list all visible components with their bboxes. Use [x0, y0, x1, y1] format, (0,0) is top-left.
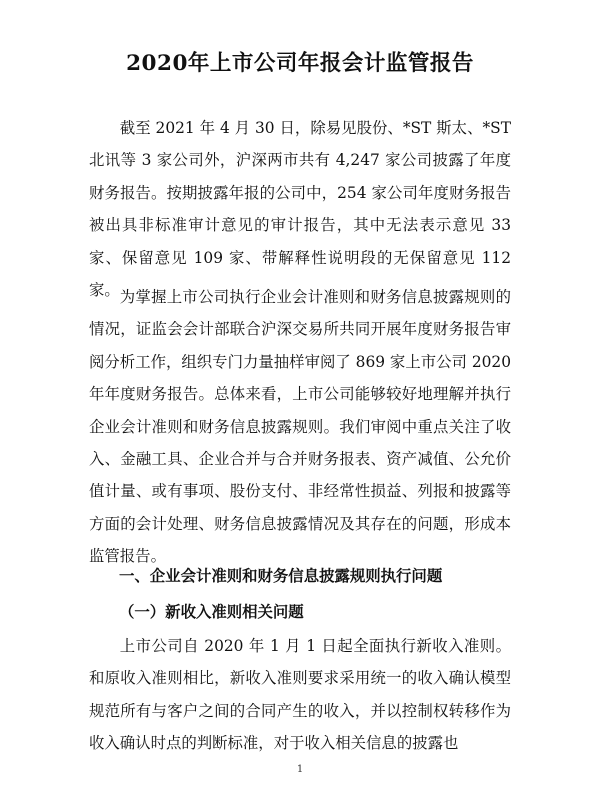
- paragraph-review-scope: 为掌握上市公司执行企业会计准则和财务信息披露规则的情况，证监会会计部联合沪深交易所共同开展年度财务报告审阅分析工作，组织专门力量抽样审阅了 869 家上市公司 2020 年年度财务报告。总体来看，上市公司能够较好地理解并执行企业会计准则和财务信息披露规则。我们审阅中重点关注了收入、金融工具、企业合并与合并财务报表、资产减值、公允价值计量、或有事项、股份支付、非经常性损益、列报和披露等方面的会计处理、财务信息披露情况及其存在的问题，形成本监管报告。: [89, 288, 511, 566]
- subsection-heading: （一）新收入准则相关问题: [119, 603, 304, 621]
- paragraph-disclosure-overview: 截至 2021 年 4 月 30 日，除易见股份、*ST 斯太、*ST 北讯等 3 家公司外，沪深两市共有 4,247 家公司披露了年度财务报告。按期披露年报的公司中，254 家公司年度财务报告被出具非标准审计意见的审计报告，其中无法表示意见 33 家、保留意见 109 家、带解释性说明段的无保留意见 112 家。: [89, 119, 511, 300]
- section-heading: 一、企业会计准则和财务信息披露规则执行问题: [119, 567, 443, 585]
- page-title: 2020年上市公司年报会计监管报告: [126, 51, 474, 76]
- paragraph-revenue-standard: 上市公司自 2020 年 1 月 1 日起全面执行新收入准则。和原收入准则相比，新收入准则要求采用统一的收入确认模型规范所有与客户之间的合同产生的收入，并以控制权转移作为收入确认时点的判断标准，对于收入相关信息的披露也: [89, 637, 511, 753]
- page-number: 1: [296, 764, 304, 775]
